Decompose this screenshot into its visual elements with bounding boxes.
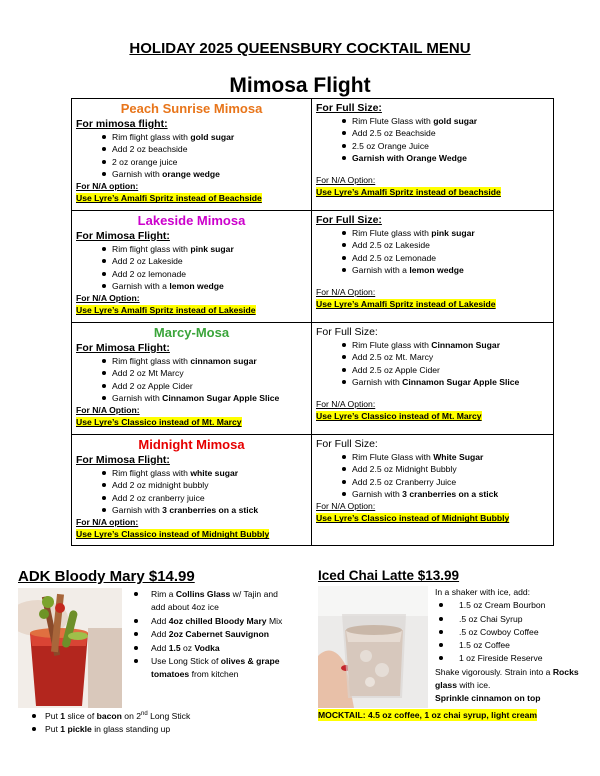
bloody-mary-step: Use Long Stick of olives & grape tomatoes from kitchen: [131, 655, 283, 682]
full-size-heading: For Full Size:: [316, 438, 378, 450]
recipe-step: Garnish with Cinnamon Sugar Apple Slice: [342, 376, 549, 388]
chai-ingredient: .5 oz Chai Syrup: [435, 613, 585, 626]
mimosa-flight-cell: [72, 435, 312, 546]
full-na-option-text: Use Lyre’s Amalfi Spritz instead of beachside: [316, 187, 501, 198]
na-option-label: For N/A option:: [76, 517, 139, 528]
mimosa-row: [72, 323, 554, 435]
recipe-step: Add 2 oz lemonade: [102, 268, 307, 280]
chai-ingredient: 1.5 oz Cream Bourbon: [435, 599, 585, 612]
recipe-step: Add 2 oz beachside: [102, 143, 307, 155]
flight-steps: [102, 243, 307, 292]
recipe-step: Add 2.5 oz Lemonade: [342, 252, 549, 264]
mimosa-full-size-cell: [312, 211, 554, 323]
recipe-step: Add 2 oz midnight bubbly: [102, 479, 307, 491]
na-option-text: Use Lyre’s Classico instead of Midnight Bubbly: [76, 529, 270, 540]
full-size-steps: [342, 227, 549, 276]
mimosa-flight-title: Mimosa Flight: [229, 74, 371, 97]
mimosa-flight-cell: [72, 323, 312, 435]
bacon-step: Put 1 slice of bacon on 2nd Long Stick: [30, 710, 190, 723]
mimosa-full-size-cell: [312, 99, 554, 211]
flight-heading: For Mimosa Flight:: [76, 230, 170, 242]
mimosa-full-size-cell: [312, 435, 554, 546]
recipe-step: Garnish with 3 cranberries on a stick: [102, 504, 307, 516]
recipe-step: Rim Flute glass with pink sugar: [342, 227, 549, 239]
bloody-mary-steps: [131, 588, 283, 682]
full-size-steps: [342, 115, 549, 164]
mimosa-row: [72, 99, 554, 211]
recipe-step: Add 2 oz cranberry juice: [102, 492, 307, 504]
recipe-step: Add 2.5 oz Cranberry Juice: [342, 476, 549, 488]
bloody-mary-step: Add 4oz chilled Bloody Mary Mix: [131, 615, 283, 628]
full-size-heading: For Full Size:: [316, 102, 382, 114]
recipe-step: Add 2.5 oz Midnight Bubbly: [342, 463, 549, 475]
bloody-mary-step: Add 1.5 oz Vodka: [131, 642, 283, 655]
recipe-step: Add 2 oz Mt Marcy: [102, 367, 307, 379]
full-size-steps: [342, 339, 549, 388]
recipe-step: Rim flight glass with cinnamon sugar: [102, 355, 307, 367]
flight-steps: [102, 467, 307, 516]
mimosa-row: [72, 435, 554, 546]
chai-latte-recipe: [435, 586, 585, 706]
chai-latte-title: Iced Chai Latte $13.99: [318, 568, 460, 583]
chai-ingredients: [435, 599, 585, 665]
bloody-mary-step: Add 2oz Cabernet Sauvignon: [131, 628, 283, 641]
recipe-step: Add 2 oz Lakeside: [102, 255, 307, 267]
flight-heading: For Mimosa Flight:: [76, 454, 170, 466]
na-option-label: For N/A Option:: [76, 405, 140, 416]
recipe-step: Rim flight glass with white sugar: [102, 467, 307, 479]
recipe-step: Rim Flute Glass with White Sugar: [342, 451, 549, 463]
chai-sprinkle-step: Sprinkle cinnamon on top: [435, 693, 541, 704]
full-size-heading: For Full Size:: [316, 326, 378, 338]
mimosa-table: [71, 98, 554, 546]
recipe-step: Rim Flute glass with Cinnamon Sugar: [342, 339, 549, 351]
full-na-option-label: For N/A Option:: [316, 501, 376, 512]
recipe-step: Rim flight glass with gold sugar: [102, 131, 307, 143]
recipe-step: Add 2 oz Apple Cider: [102, 380, 307, 392]
na-option-text: Use Lyre’s Classico instead of Mt. Marcy: [76, 417, 242, 428]
recipe-step: 2 oz orange juice: [102, 156, 307, 168]
flight-steps: [102, 355, 307, 404]
flight-steps: [102, 131, 307, 180]
full-size-heading: For Full Size:: [316, 214, 382, 226]
chai-ingredient: 1.5 oz Coffee: [435, 639, 585, 652]
chai-ingredient: 1 oz Fireside Reserve: [435, 652, 585, 665]
full-na-option-label: For N/A Option:: [316, 175, 376, 186]
mimosa-flight-cell: [72, 99, 312, 211]
pickle-step: Put 1 pickle in glass standing up: [30, 723, 190, 736]
recipe-step: Add 2.5 oz Mt. Marcy: [342, 351, 549, 363]
flight-heading: For mimosa flight:: [76, 118, 168, 130]
flight-heading: For Mimosa Flight:: [76, 342, 170, 354]
mimosa-name: Midnight Mimosa: [138, 437, 245, 452]
recipe-step: Garnish with a lemon wedge: [102, 280, 307, 292]
recipe-step: Add 2.5 oz Apple Cider: [342, 364, 549, 376]
recipe-step: Garnish with a lemon wedge: [342, 264, 549, 276]
mimosa-flight-cell: [72, 211, 312, 323]
mimosa-name: Lakeside Mimosa: [137, 213, 246, 228]
na-option-text: Use Lyre’s Amalfi Spritz instead of Beachside: [76, 193, 262, 204]
chai-ingredient: .5 oz Cowboy Coffee: [435, 626, 585, 639]
full-size-steps: [342, 451, 549, 500]
chai-shake-step: Shake vigorously. Strain into a Rocks glass with ice.: [435, 666, 579, 691]
bloody-mary-photo: [18, 588, 122, 708]
full-na-option-text: Use Lyre’s Classico instead of Midnight Bubbly: [316, 513, 510, 524]
recipe-step: Garnish with Cinnamon Sugar Apple Slice: [102, 392, 307, 404]
recipe-step: Garnish with orange wedge: [102, 168, 307, 180]
mimosa-name: Marcy-Mosa: [153, 325, 230, 340]
chai-latte-photo: [318, 586, 428, 708]
mimosa-full-size-cell: [312, 323, 554, 435]
recipe-step: Rim flight glass with pink sugar: [102, 243, 307, 255]
chai-intro: In a shaker with ice, add:: [435, 587, 531, 597]
mimosa-name: Peach Sunrise Mimosa: [120, 101, 263, 116]
full-na-option-text: Use Lyre’s Classico instead of Mt. Marcy: [316, 411, 482, 422]
na-option-label: For N/A Option:: [76, 293, 140, 304]
full-na-option-text: Use Lyre’s Amalfi Spritz instead of Lakeside: [316, 299, 496, 310]
recipe-step: Garnish with Orange Wedge: [342, 152, 549, 164]
chai-mocktail-note: MOCKTAIL: 4.5 oz coffee, 1 oz chai syrup, light cream: [318, 710, 538, 720]
recipe-step: 2.5 oz Orange Juice: [342, 140, 549, 152]
mimosa-row: [72, 211, 554, 323]
bloody-mary-step: Rim a Collins Glass w/ Tajin and add about 4oz ice: [131, 588, 283, 615]
full-na-option-label: For N/A Option:: [316, 399, 376, 410]
na-option-label: For N/A option:: [76, 181, 139, 192]
recipe-step: Add 2.5 oz Beachside: [342, 127, 549, 139]
recipe-step: Rim Flute Glass with gold sugar: [342, 115, 549, 127]
page-title: HOLIDAY 2025 QUEENSBURY COCKTAIL MENU: [129, 40, 471, 57]
na-option-text: Use Lyre’s Amalfi Spritz instead of Lakeside: [76, 305, 256, 316]
recipe-step: Garnish with 3 cranberries on a stick: [342, 488, 549, 500]
full-na-option-label: For N/A Option:: [316, 287, 376, 298]
bloody-mary-title: ADK Bloody Mary $14.99: [18, 568, 195, 585]
recipe-step: Add 2.5 oz Lakeside: [342, 239, 549, 251]
bloody-mary-extra-steps: [30, 710, 190, 737]
